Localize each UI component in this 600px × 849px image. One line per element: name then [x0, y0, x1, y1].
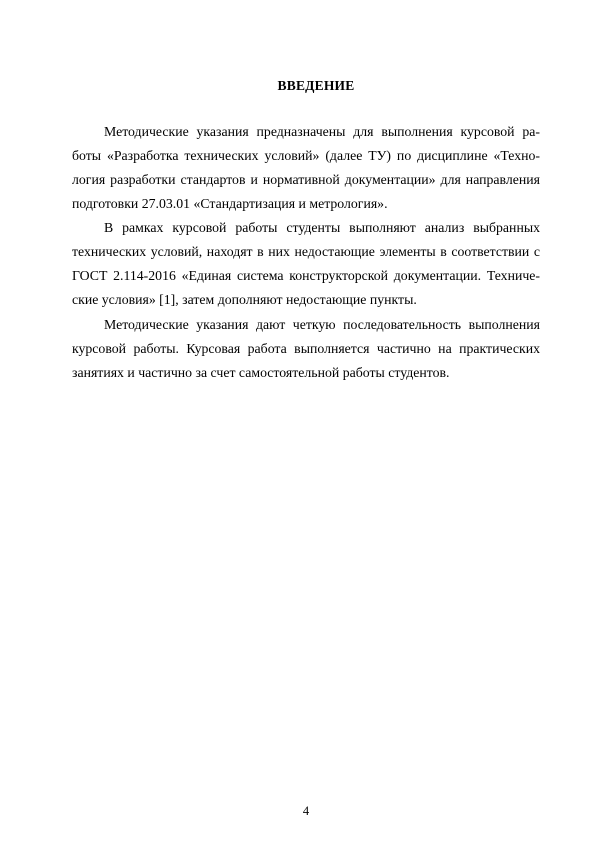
paragraph-line: Методические указания дают четкую последовательность выполнения: [104, 317, 540, 332]
paragraph-line: логия разработки стандартов и нормативной документации» для направления: [72, 172, 540, 187]
paragraph-line: технических условий, находят в них недостающие элементы в соответствии с: [72, 244, 540, 259]
paragraph-line: Методические указания предназначены для выполнения курсовой ра-: [104, 124, 540, 139]
page-number: 4: [302, 804, 310, 818]
paragraph-line: подготовки 27.03.01 «Стандартизация и метрология».: [72, 196, 388, 211]
page-title: ВВЕДЕНИЕ: [277, 78, 355, 93]
paragraph-line: ские условия» [1], затем дополняют недостающие пункты.: [72, 292, 417, 307]
paragraph-line: ГОСТ 2.114-2016 «Единая система конструкторской документации. Техниче-: [72, 268, 540, 283]
paragraph-line: боты «Разработка технических условий» (далее ТУ) по дисциплине «Техно-: [72, 148, 540, 163]
paragraph-line: курсовой работы. Курсовая работа выполняется частично на практических: [72, 341, 540, 356]
paragraph-line: В рамках курсовой работы студенты выполняют анализ выбранных: [104, 220, 540, 235]
paragraph-line: занятиях и частично за счет самостоятельной работы студентов.: [72, 365, 450, 380]
